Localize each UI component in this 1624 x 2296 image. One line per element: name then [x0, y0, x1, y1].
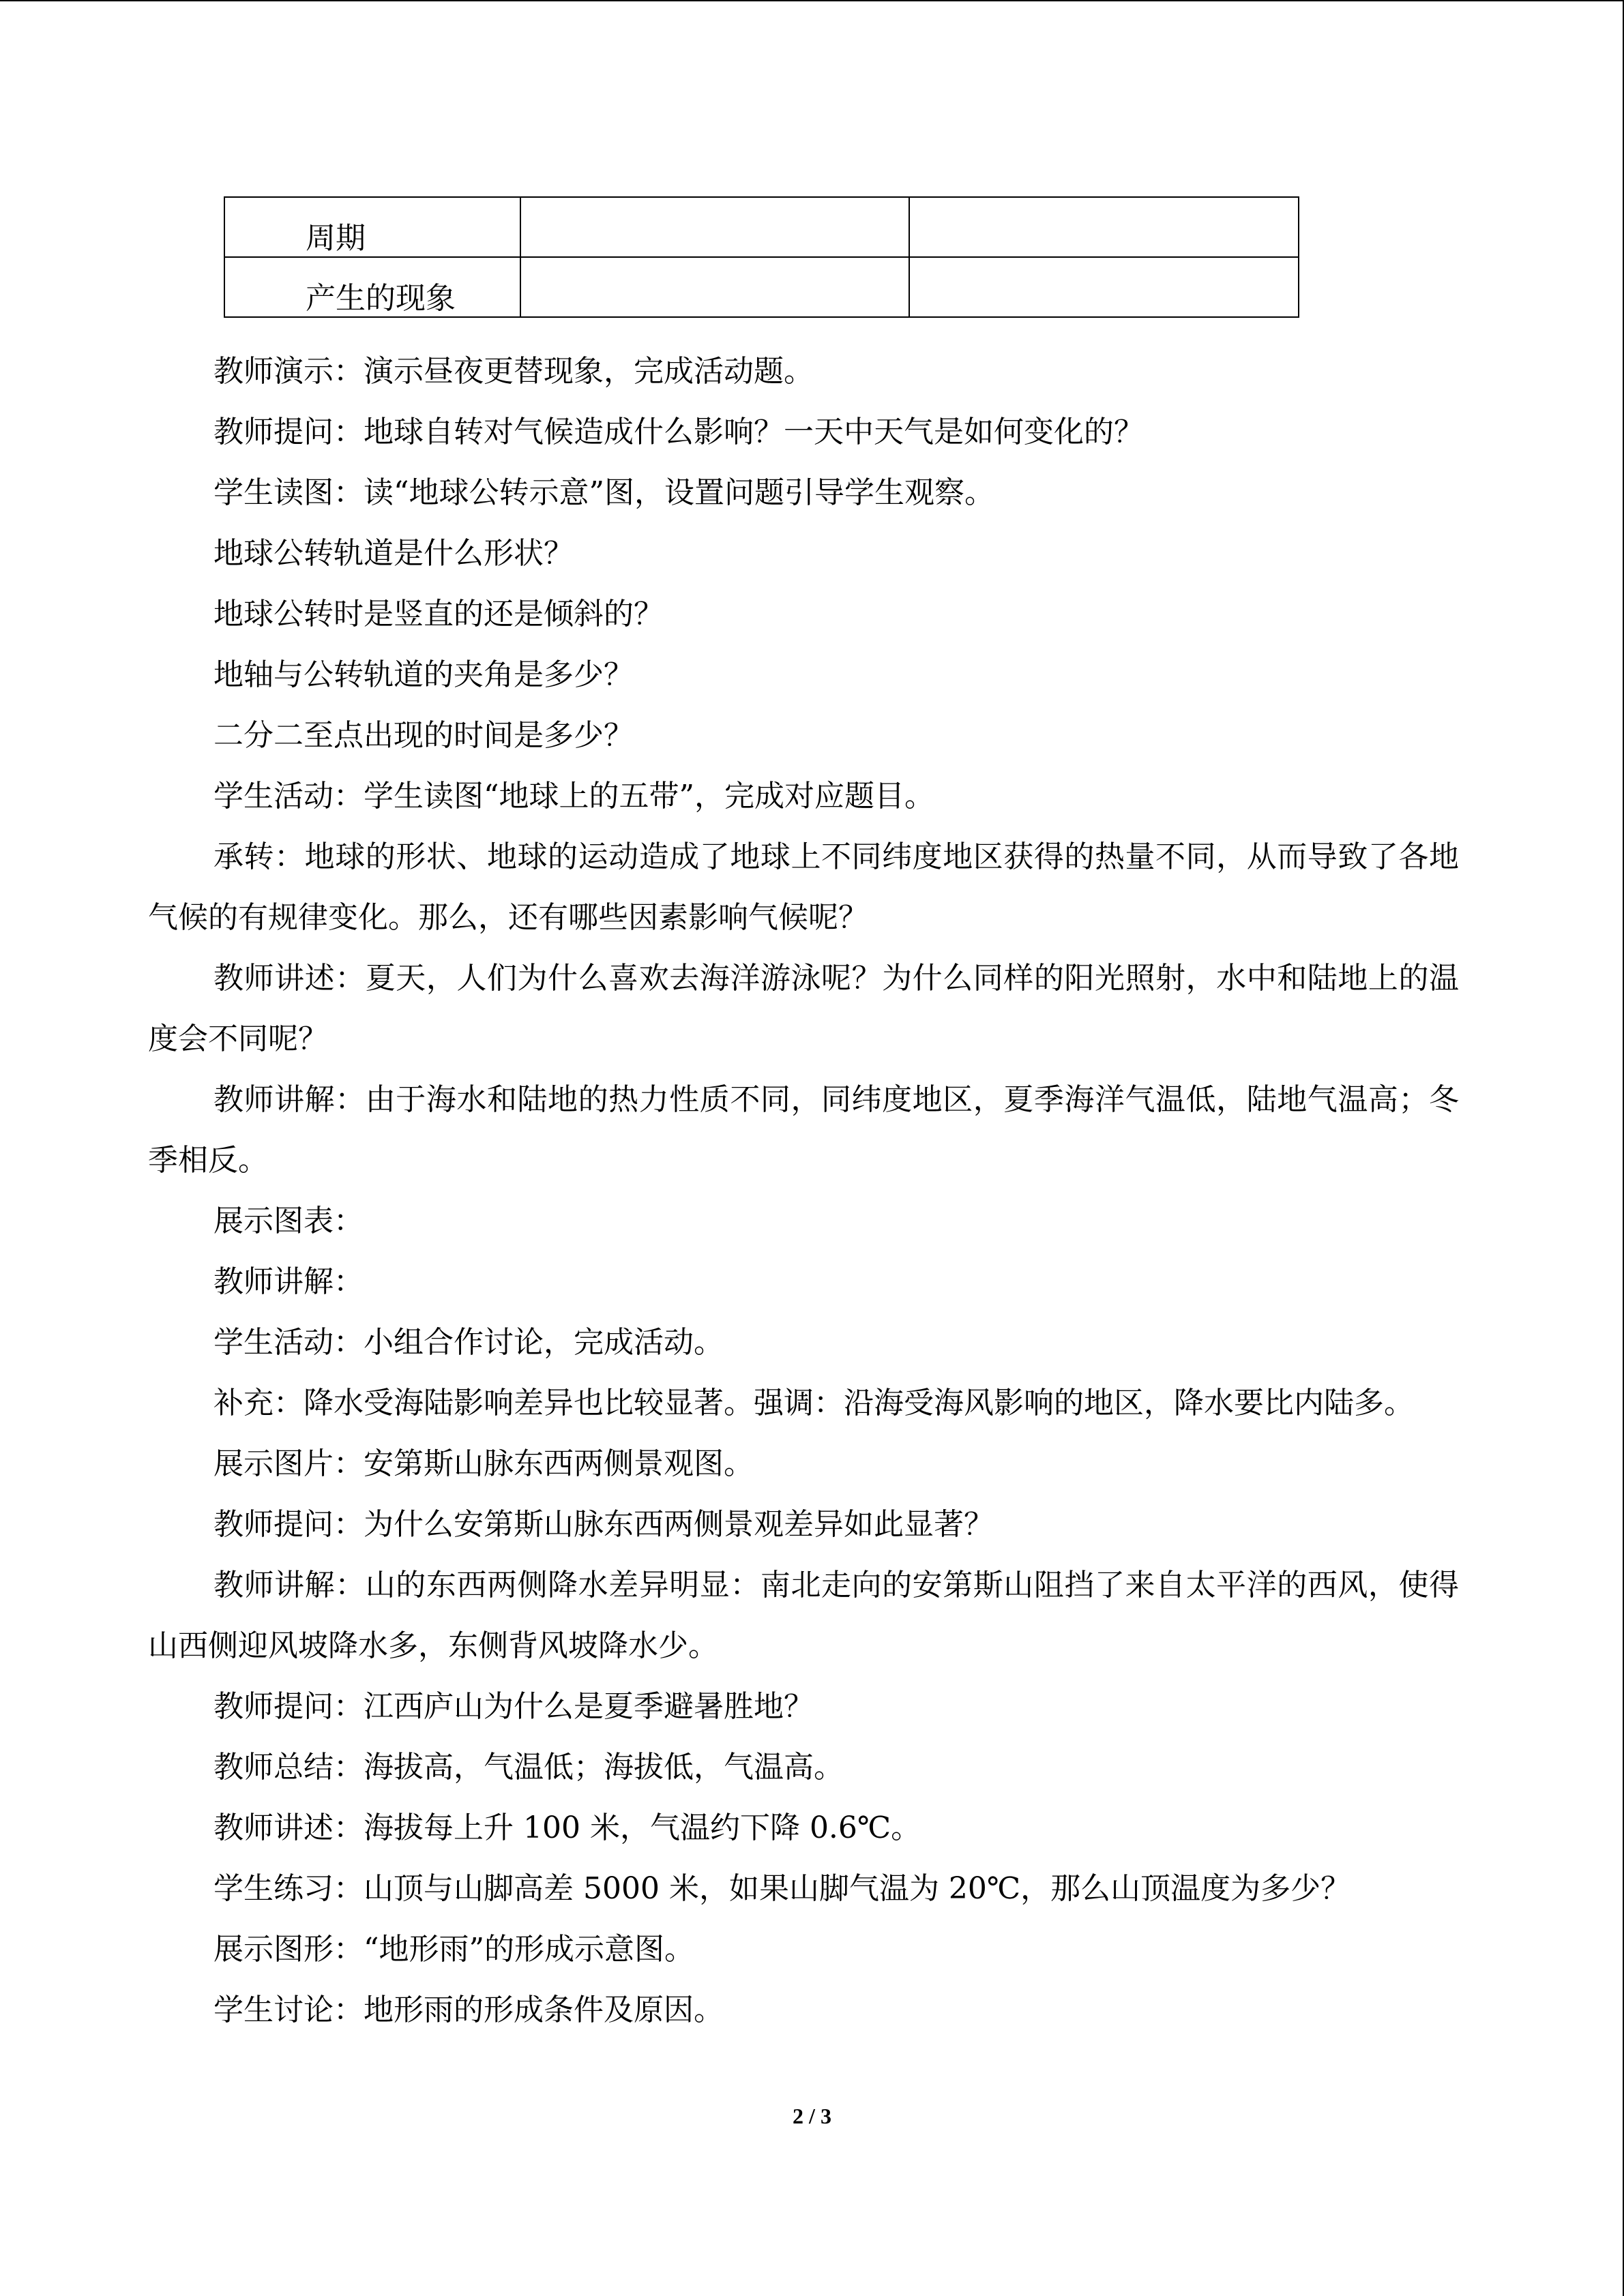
paragraph: 教师提问：江西庐山为什么是夏季避暑胜地？: [213, 1689, 814, 1724]
paragraph: 展示图片：安第斯山脉东西两侧景观图。: [213, 1446, 754, 1481]
paragraph: 教师演示：演示昼夜更替现象，完成活动题。: [213, 354, 814, 389]
page-top-border: [0, 0, 1624, 1]
paragraph: 展示图表：: [213, 1204, 364, 1238]
table-row: [224, 197, 1299, 257]
paragraph: 地球公转时是竖直的还是倾斜的？: [213, 597, 664, 631]
paragraph: 学生读图：读“地球公转示意”图，设置问题引导学生观察。: [213, 475, 994, 510]
paragraph: 承转：地球的形状、地球的运动造成了地球上不同纬度地区获得的热量不同，从而导致了各地气候的有规律变化。那么，还有哪些因素影响气候呢？: [148, 839, 1459, 935]
table-row-label: 产生的现象: [224, 257, 520, 317]
paragraph: 地球公转轨道是什么形状？: [213, 536, 574, 571]
lesson-body: [148, 341, 1459, 2040]
paragraph: 学生活动：小组合作讨论，完成活动。: [213, 1325, 724, 1360]
page-number: 2 / 3: [793, 2104, 831, 2128]
table-row: [224, 257, 1299, 317]
paragraph: 教师讲解：由于海水和陆地的热力性质不同，同纬度地区，夏季海洋气温低，陆地气温高；冬季相反。: [148, 1082, 1459, 1178]
motion-table: [224, 196, 1299, 318]
paragraph: 学生活动：学生读图“地球上的五带”，完成对应题目。: [213, 779, 934, 814]
paragraph: 教师提问：为什么安第斯山脉东西两侧景观差异如此显著？: [213, 1507, 994, 1542]
paragraph: 教师总结：海拔高，气温低；海拔低，气温高。: [213, 1750, 844, 1785]
paragraph: 教师讲解：: [213, 1264, 364, 1299]
table-cell: [909, 257, 1299, 317]
paragraph: 教师讲述：夏天，人们为什么喜欢去海洋游泳呢？为什么同样的阳光照射，水中和陆地上的温度会不同呢？: [148, 961, 1459, 1056]
paragraph: 学生讨论：地形雨的形成条件及原因。: [213, 1993, 724, 2027]
paragraph: 补充：降水受海陆影响差异也比较显著。强调：沿海受海风影响的地区，降水要比内陆多。: [213, 1386, 1414, 1420]
table-cell: [520, 197, 909, 257]
paragraph: 教师讲解：山的东西两侧降水差异明显：南北走向的安第斯山阻挡了来自太平洋的西风，使得山西侧迎风坡降水多，东侧背风坡降水少。: [148, 1568, 1459, 1663]
paragraph: 教师讲述：海拔每上升 100 米，气温约下降 0.6℃。: [213, 1810, 921, 1845]
table-cell: [909, 197, 1299, 257]
paragraph: 地轴与公转轨道的夹角是多少？: [213, 657, 634, 692]
table-row-label: 周期: [224, 197, 520, 257]
paragraph: 学生练习：山顶与山脚高差 5000 米，如果山脚气温为 20℃，那么山顶温度为多少？: [213, 1871, 1351, 1906]
table-cell: [520, 257, 909, 317]
paragraph: 二分二至点出现的时间是多少？: [213, 718, 634, 753]
paragraph: 教师提问：地球自转对气候造成什么影响？一天中天气是如何变化的？: [213, 415, 1144, 449]
paragraph: 展示图形：“地形雨”的形成示意图。: [213, 1932, 694, 1967]
